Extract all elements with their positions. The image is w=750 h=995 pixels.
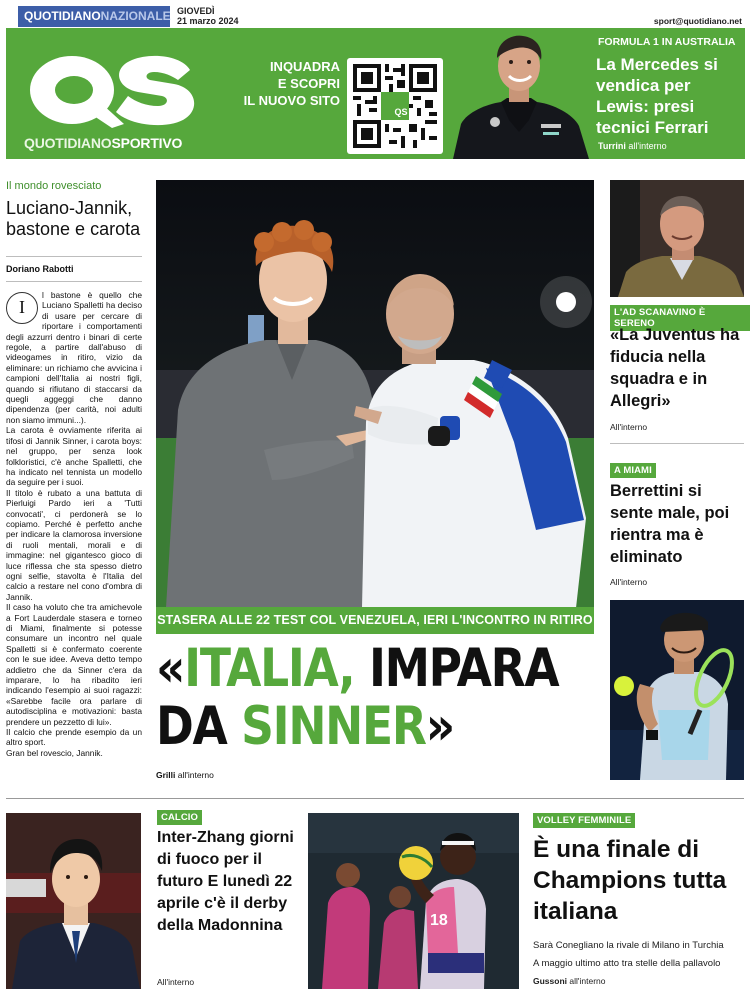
zhang-illustration — [6, 813, 141, 989]
right-rule — [610, 443, 744, 444]
promo-line: E SCOPRI — [277, 76, 340, 91]
issue-date — [177, 6, 239, 26]
bottom-rule — [6, 798, 744, 799]
logo-subtitle-a: QUOTIDIANO — [24, 135, 112, 151]
scanavino-illustration — [610, 180, 744, 297]
qr-code[interactable] — [347, 58, 443, 154]
article-paragraph: Il caso ha voluto che tra amichevole a Fort Lauderdale stasera e torneo di Miami, finalmente si potesse consumare un incontro nel quale Spalletti si è confermato coerente con le sue idee. Aveva detto tempo addietro che da Sinner c'era da imparare, lo ha ribadito ieri indicando l'esempio ai suoi ragazzi: «Sarebbe facile ora parlare di autodisciplina e motivazioni: basta prendere un pezzetto di lui». — [6, 602, 142, 727]
logo-subtitle-b: SPORTIVO — [111, 135, 183, 151]
bottom-subhead-2: A maggio ultimo atto tra stelle della pallavolo — [533, 958, 721, 969]
left-title[interactable]: Luciano-Jannik, bastone e carota — [6, 198, 141, 239]
headline-line-1 — [156, 640, 595, 698]
headline-impara: IMPARA — [354, 638, 559, 699]
site-promo — [220, 58, 340, 109]
article-paragraph: Il calcio che prende esempio da un altro sport. — [6, 727, 142, 748]
bottom-headline-1[interactable]: Inter-Zhang giorni di fuoco per il futuro E lunedì 22 aprile c'è il derby della Madonnina — [157, 829, 294, 934]
bottom-location-1: All'interno — [157, 977, 195, 987]
main-author: Grilli — [156, 770, 176, 780]
berrettini-illustration — [610, 600, 744, 780]
right-tag-2: A MIAMI — [610, 463, 656, 478]
qr-center-logo: QS — [394, 107, 408, 117]
main-location: all'interno — [177, 770, 214, 780]
right-headline-2[interactable]: Berrettini si sente male, poi rientra ma è eliminato — [610, 482, 730, 566]
left-rule-2 — [6, 281, 142, 282]
logo-subtitle — [24, 135, 182, 151]
article-paragraph: l bastone è quello che Luciano Spalletti ha deciso di usare per cercare di riportare i comportamenti degli azzurri dentro i binari di certe regole, a partire dall'abuso di videogames in ritiro, vizio da eliminare: un richiamo che avvicina i campioni dell'Italia ai nostri figli, quando si rifiutano di staccarsi da quegli aggeggi che danno dipendenza (per carità, noi adulti non siamo immuni...). — [6, 290, 142, 425]
zhang-photo[interactable] — [6, 813, 141, 989]
main-photo[interactable] — [156, 180, 594, 608]
f1-author: Turrini — [598, 141, 626, 151]
main-headline[interactable] — [156, 640, 595, 756]
left-kicker: Il mondo rovesciato — [6, 180, 102, 192]
volley-photo[interactable] — [308, 813, 519, 989]
f1-headline[interactable]: La Mercedes si vendica per Lewis: presi tecnici Ferrari — [596, 55, 718, 137]
article-paragraph: La carota è ovviamente riferita ai tifosi di Jannik Sinner, i carota boys: nel gruppo, per senza look folkloristici, c'è anche Spalletti, che ha indicato nel tennista un modello da seguire per i suoi. — [6, 425, 142, 488]
issue-date-text: 21 marzo 2024 — [177, 16, 239, 26]
f1-location: all'interno — [628, 141, 667, 151]
headline-sinner: SINNER — [241, 696, 426, 757]
f1-tag: FORMULA 1 IN AUSTRALIA — [598, 36, 736, 48]
issue-day: GIOVEDÌ — [177, 6, 215, 16]
right-location-1: All'interno — [610, 422, 648, 432]
top-strip — [0, 0, 750, 28]
brand-tab-b: NAZIONALE — [100, 9, 171, 23]
main-credit — [156, 770, 214, 780]
portrait-illustration — [443, 28, 595, 159]
brand-tab[interactable] — [18, 6, 170, 27]
bottom-credit-2 — [533, 976, 606, 986]
bottom-subhead-1: Sarà Conegliano la rivale di Milano in Turchia — [533, 940, 724, 951]
bottom-location-2: all'interno — [569, 976, 606, 986]
left-rule — [6, 256, 142, 257]
brand-tab-a: QUOTIDIANO — [24, 9, 101, 23]
left-article — [6, 290, 142, 758]
main-banner: STASERA ALLE 22 TEST COL VENEZUELA, IERI L'INCONTRO IN RITIRO — [156, 607, 594, 634]
dropcap: I — [6, 292, 38, 324]
right-location-2: All'interno — [610, 577, 648, 587]
headline-quote-open: « — [156, 638, 185, 699]
right-headline-1[interactable]: «La Juventus ha fiducia nella squadra e in Allegri» — [610, 326, 740, 410]
promo-line: INQUADRA — [269, 59, 340, 74]
contact-email[interactable]: sport@quotidiano.net — [653, 16, 742, 26]
bottom-tag-2: VOLLEY FEMMINILE — [533, 813, 635, 828]
toto-wolff-photo[interactable] — [443, 28, 595, 159]
article-paragraph: Gran bel rovescio, Jannik. — [6, 747, 103, 758]
headline-da: DA — [156, 696, 242, 757]
scanavino-photo[interactable] — [610, 180, 744, 297]
article-paragraph: Il titolo è rubato a una battuta di Pierluigi Pardo ieri a 'Tutti convocati', ci perdonerà se lo copiamo. Perché è perfetto anche per indicare la clamorosa inversione di ruoli mentali, morali e di immagine: nel gigantesco gioco di luce riflessa che sta spesso dietro ogni selfie, stavolta è l'Italia del calcio a restare nel cono d'ombra di Jannik. — [6, 487, 142, 602]
headline-line-2 — [156, 698, 595, 756]
bottom-headline-2[interactable]: È una finale di Champions tutta italiana — [533, 836, 727, 925]
right-tag-1: L'AD SCANAVINO È SERENO — [610, 305, 750, 331]
masthead — [6, 28, 745, 159]
jersey-number: 18 — [430, 912, 448, 929]
headline-italia: ITALIA, — [184, 638, 355, 699]
promo-line: IL NUOVO SITO — [243, 93, 340, 108]
volley-illustration — [308, 813, 519, 989]
left-author: Doriano Rabotti — [6, 264, 74, 274]
qs-logo[interactable] — [20, 38, 200, 138]
bottom-author-2: Gussoni — [533, 976, 568, 986]
headline-quote-close: » — [425, 696, 454, 757]
sinner-spalletti-illustration — [156, 180, 594, 608]
berrettini-photo[interactable] — [610, 600, 744, 780]
f1-credit — [598, 141, 667, 151]
bottom-tag-1: CALCIO — [157, 810, 202, 825]
